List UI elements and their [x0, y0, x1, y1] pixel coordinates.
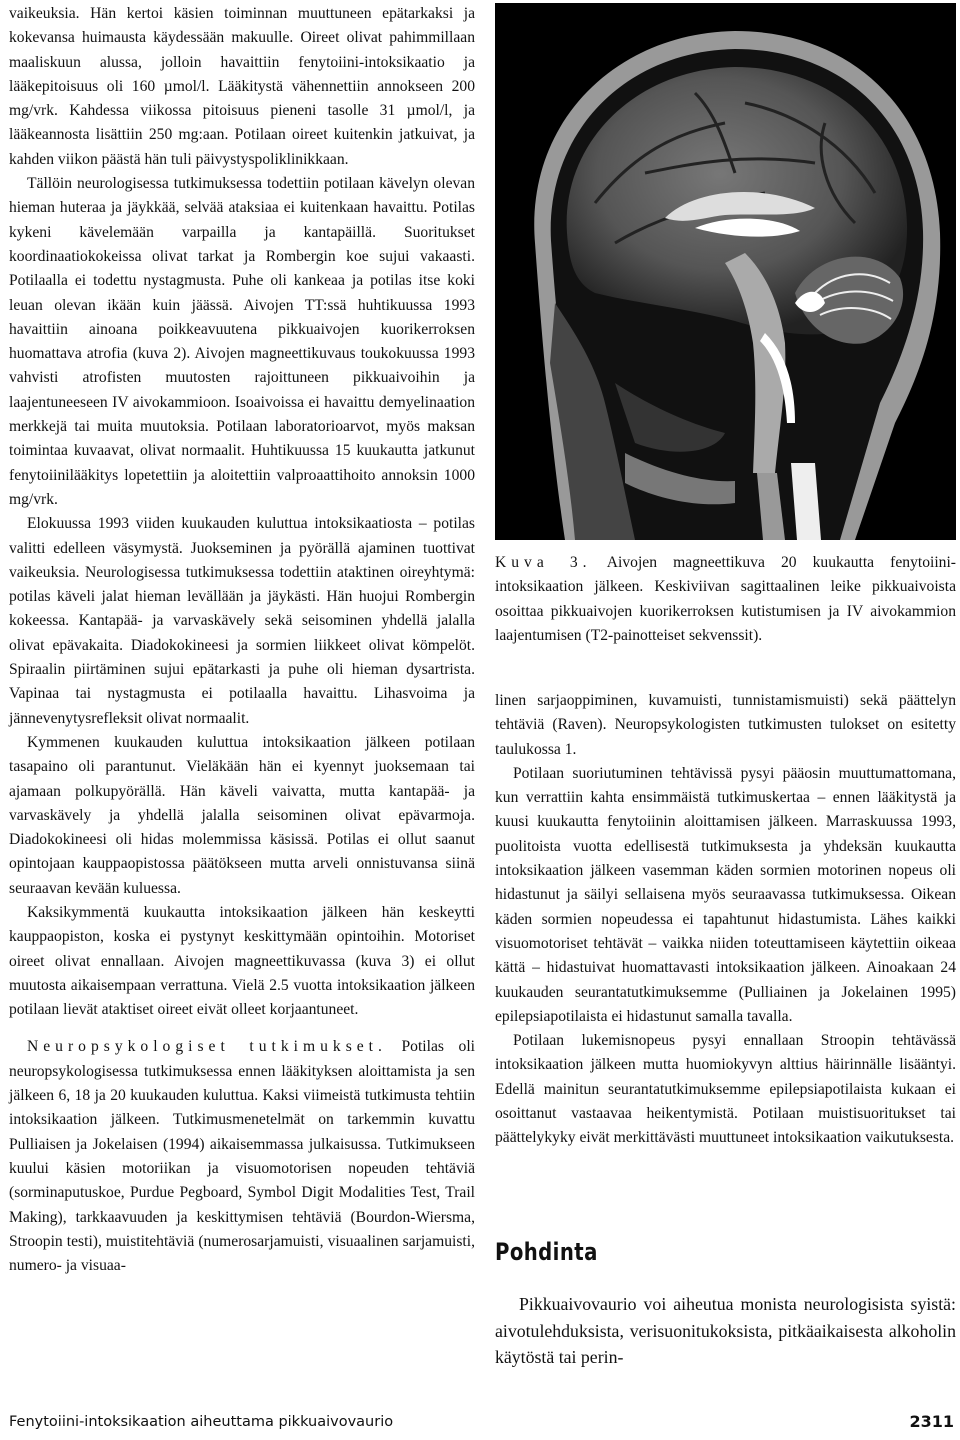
paragraph: Kymmenen kuukauden kuluttua intoksikaation jälkeen potilaan tasapaino oli parantunut. Vieläkään hän ei kyennyt juoksemaan tai ajamaan polkupyörällä. Hän käveli vaivatta, mutta kantapää- ja varvaskävely ja yhdellä jalalla seisominen olivat epävarmoja. Diadokokineesi oli hidas molemmissa käsissä. Potilas ei ollut saanut opintojaan kauppaopistossa päätökseen mutta arveli onnistuvansa siinä seuraavan kevään kuluessa.	[9, 733, 475, 897]
left-column	[9, 2, 475, 1278]
caption-label: Kuva 3.	[495, 554, 592, 571]
mri-figure	[495, 3, 956, 540]
paragraph: linen sarjaoppiminen, kuvamuisti, tunnistamismuisti) sekä päättelyn tehtäviä (Raven). Neuropsykologisten tutkimusten tulokset on esitetty taulukossa 1.	[495, 692, 956, 758]
paragraph: Kaksikymmentä kuukautta intoksikaation jälkeen hän keskeytti kauppaopiston, koska ei pystynyt keskittymään opintoihin. Motoriset oireet olivat ennallaan. Aivojen magneettikuvassa (kuva 3) ei ollut muutosta aikaisempaan verrattuna. Vielä 2.5 vuotta intoksikaation jälkeen potilaan lievät ataktiset oireet eivät olleet korjaantuneet.	[9, 903, 475, 1019]
running-footer-title: Fenytoiini-intoksikaation aiheuttama pikkuaivovaurio	[9, 1414, 394, 1430]
right-column	[495, 689, 956, 1151]
paragraph-text: Potilas oli neuropsykologisessa tutkimuksessa ennen lääkityksen aloittamista ja sen jälkeen 6, 18 ja 20 kuukauden kuluttua. Kaksi viimeistä tutkimusta tehtiin intoksikaation jälkeen. Tutkimusmenetelmät on tarkemmin kuvattu Pulliaisen ja Jokelaisen (1994) aikaisemmassa julkaisussa. Tutkimukseen kuului käsien motoriikan ja visuomotorisen nopeuden tehtäviä (sorminaputuskoe, Purdue Pegboard, Symbol Digit Modalities Test, Trail Making), tarkkaavuuden ja keskittymisen tehtäviä (Bourdon-Wiersma, Stroopin testi), muistitehtäviä (numerosarjamuisti, visuaalinen sarjamuisti, numero- ja visuaa-	[9, 1038, 475, 1275]
run-in-heading: Neuropsykologiset tutkimukset.	[27, 1038, 387, 1056]
paragraph	[9, 1035, 475, 1278]
paragraph: Potilaan suoriutuminen tehtävissä pysyi pääosin muuttumattomana, kun verrattiin kahta ensimmäistä tutkimuskertaa – ennen lääkitystä ja kuusi kuukautta fenytoiinin aloittamisen jälkeen. Marraskuussa 1993, puolitoista vuotta edellisestä tutkimuksesta ja yhdeksän kuukautta intoksikaation jälkeen vasemman käden sormien motorinen nopeus oli hidastunut ja säilyi sellaisena myös seuraavassa tutkimuksessa. Oikean käden sormien nopeudessa ei tapahtunut hidastumista. Lähes kaikki visuomotoriset tehtävät – vaikka niiden toteuttamiseen käytettiin oikeaa kättä – hidastuivat huomattavasti intoksikaation jälkeen. Ainoakaan 24 kuukauden seurantatutkimuksemme (Pulliainen ja Jokelainen 1995) epilepsiapotilaista ei hidastunut samalla tavalla.	[495, 764, 956, 1025]
paragraph: Tällöin neurologisessa tutkimuksessa todettiin potilaan kävelyn olevan hieman huteraa ja jäykkää, selvää ataksiaa ei kuitenkaan havaittu. Potilas kykeni kävelemään varpailla ja kantapäillä. Suoritukset koordinaatiokokeissa olivat tarkat ja Rombergin koe sujui vakaasti. Potilaalla ei todettu nystagmusta. Puhe oli kankeaa ja potilas itse koki leuan olevan ikään kuin jäässä. Aivojen TT:ssä huhtikuussa 1993 havaittiin ainoana poikkeavuutena pikkuaivojen kuorikerroksen huomattava atrofia (kuva 2). Aivojen magneettikuvaus toukokuussa 1993 vahvisti atrofisten muutosten rajoittuneen pikkuaivoihin ja laajentuneeseen IV aivokammioon. Isoaivoissa ei havaittu demyelinaation merkkejä tai muita muutoksia. Potilaan laboratorioarvot, myös maksan toimintaa kuvaavat, olivat normaalit. Huhtikuussa 15 kuukautta jatkunut fenytoiinilääkitys lopetettiin ja aloitettiin valproaattihoito annoksin 1000 mg/vrk.	[9, 175, 475, 508]
paragraph: Potilaan lukemisnopeus pysyi ennallaan Stroopin tehtävässä intoksikaation jälkeen mutta huomiokyvyn alttius häirinnälle lisääntyi. Edellä mainitun seurantatutkimuksemme epilepsiapotilaista kukaan ei osoittanut vastaavaa heikentymistä. Potilaan muistisuoritukset tai päättelykyky eivät merkittävästi muuttuneet intoksikaation vaikutuksesta.	[495, 1032, 956, 1147]
caption-paragraph	[495, 551, 956, 648]
paragraph: Elokuussa 1993 viiden kuukauden kuluttua intoksikaatiosta – potilas valitti edelleen väsymystä. Juokseminen ja pyörällä ajaminen tuottivat vaikeuksia. Neurologisessa tutkimuksessa todettiin ataktinen oireyhtymä: potilas käveli jalat hieman levällään ja jäykästi. Hän huojui Rombergin kokeessa. Kantapää- ja varvaskävely sekä seisominen yhdellä jalalla olivat epävakaita. Diadokokineesi ja sormien liikkeet olivat kömpelöt. Spiraalin piirtäminen sujui epätarkasti ja puhe oli hieman dysartrista. Vapinaa tai nystagmusta ei potilaalla havaittu. Lihasvoima ja jännevenytysrefleksit olivat normaalit.	[9, 515, 475, 727]
paragraph: vaikeuksia. Hän kertoi käsien toiminnan muuttuneen epätarkaksi ja kokevansa huimausta käydessään makuulle. Oireet olivat pahimmillaan maaliskuun alussa, jolloin havaittiin fenytoiini-intoksikaatio ja lääkepitoisuus oli 160 µmol/l. Lääkitystä vähennettiin annokseen 200 mg/vrk. Kahdessa viikossa pitoisuus pieneni tasolle 31 µmol/l, ja lääkeannosta lisättiin 250 mg:aan. Potilaan oireet kuitenkin jatkuivat, ja kahden viikon päästä hän tuli päivystyspoliklinikkaan.	[9, 5, 475, 168]
page-number: 2311	[909, 1412, 954, 1431]
mri-sagittal-brain-icon	[495, 3, 956, 540]
intro-paragraph: Pikkuaivovaurio voi aiheutua monista neurologisista syistä: aivotulehduksista, verisuonitukoksista, pitkäaikaisesta alkoholin käytöstä tai perin-	[495, 1294, 956, 1367]
section-intro	[495, 1291, 956, 1371]
section-heading: Pohdinta	[495, 1238, 598, 1266]
caption-text: Aivojen magneettikuva 20 kuukautta fenytoiini-intoksikaation jälkeen. Keskiviivan sagittaalinen leike pikkuaivoista osoittaa pikkuaivojen kuorikerroksen kutistumisen ja IV aivokammion laajentumisen (T2-painotteiset sekvenssit).	[495, 554, 956, 644]
figure-caption	[495, 551, 956, 648]
